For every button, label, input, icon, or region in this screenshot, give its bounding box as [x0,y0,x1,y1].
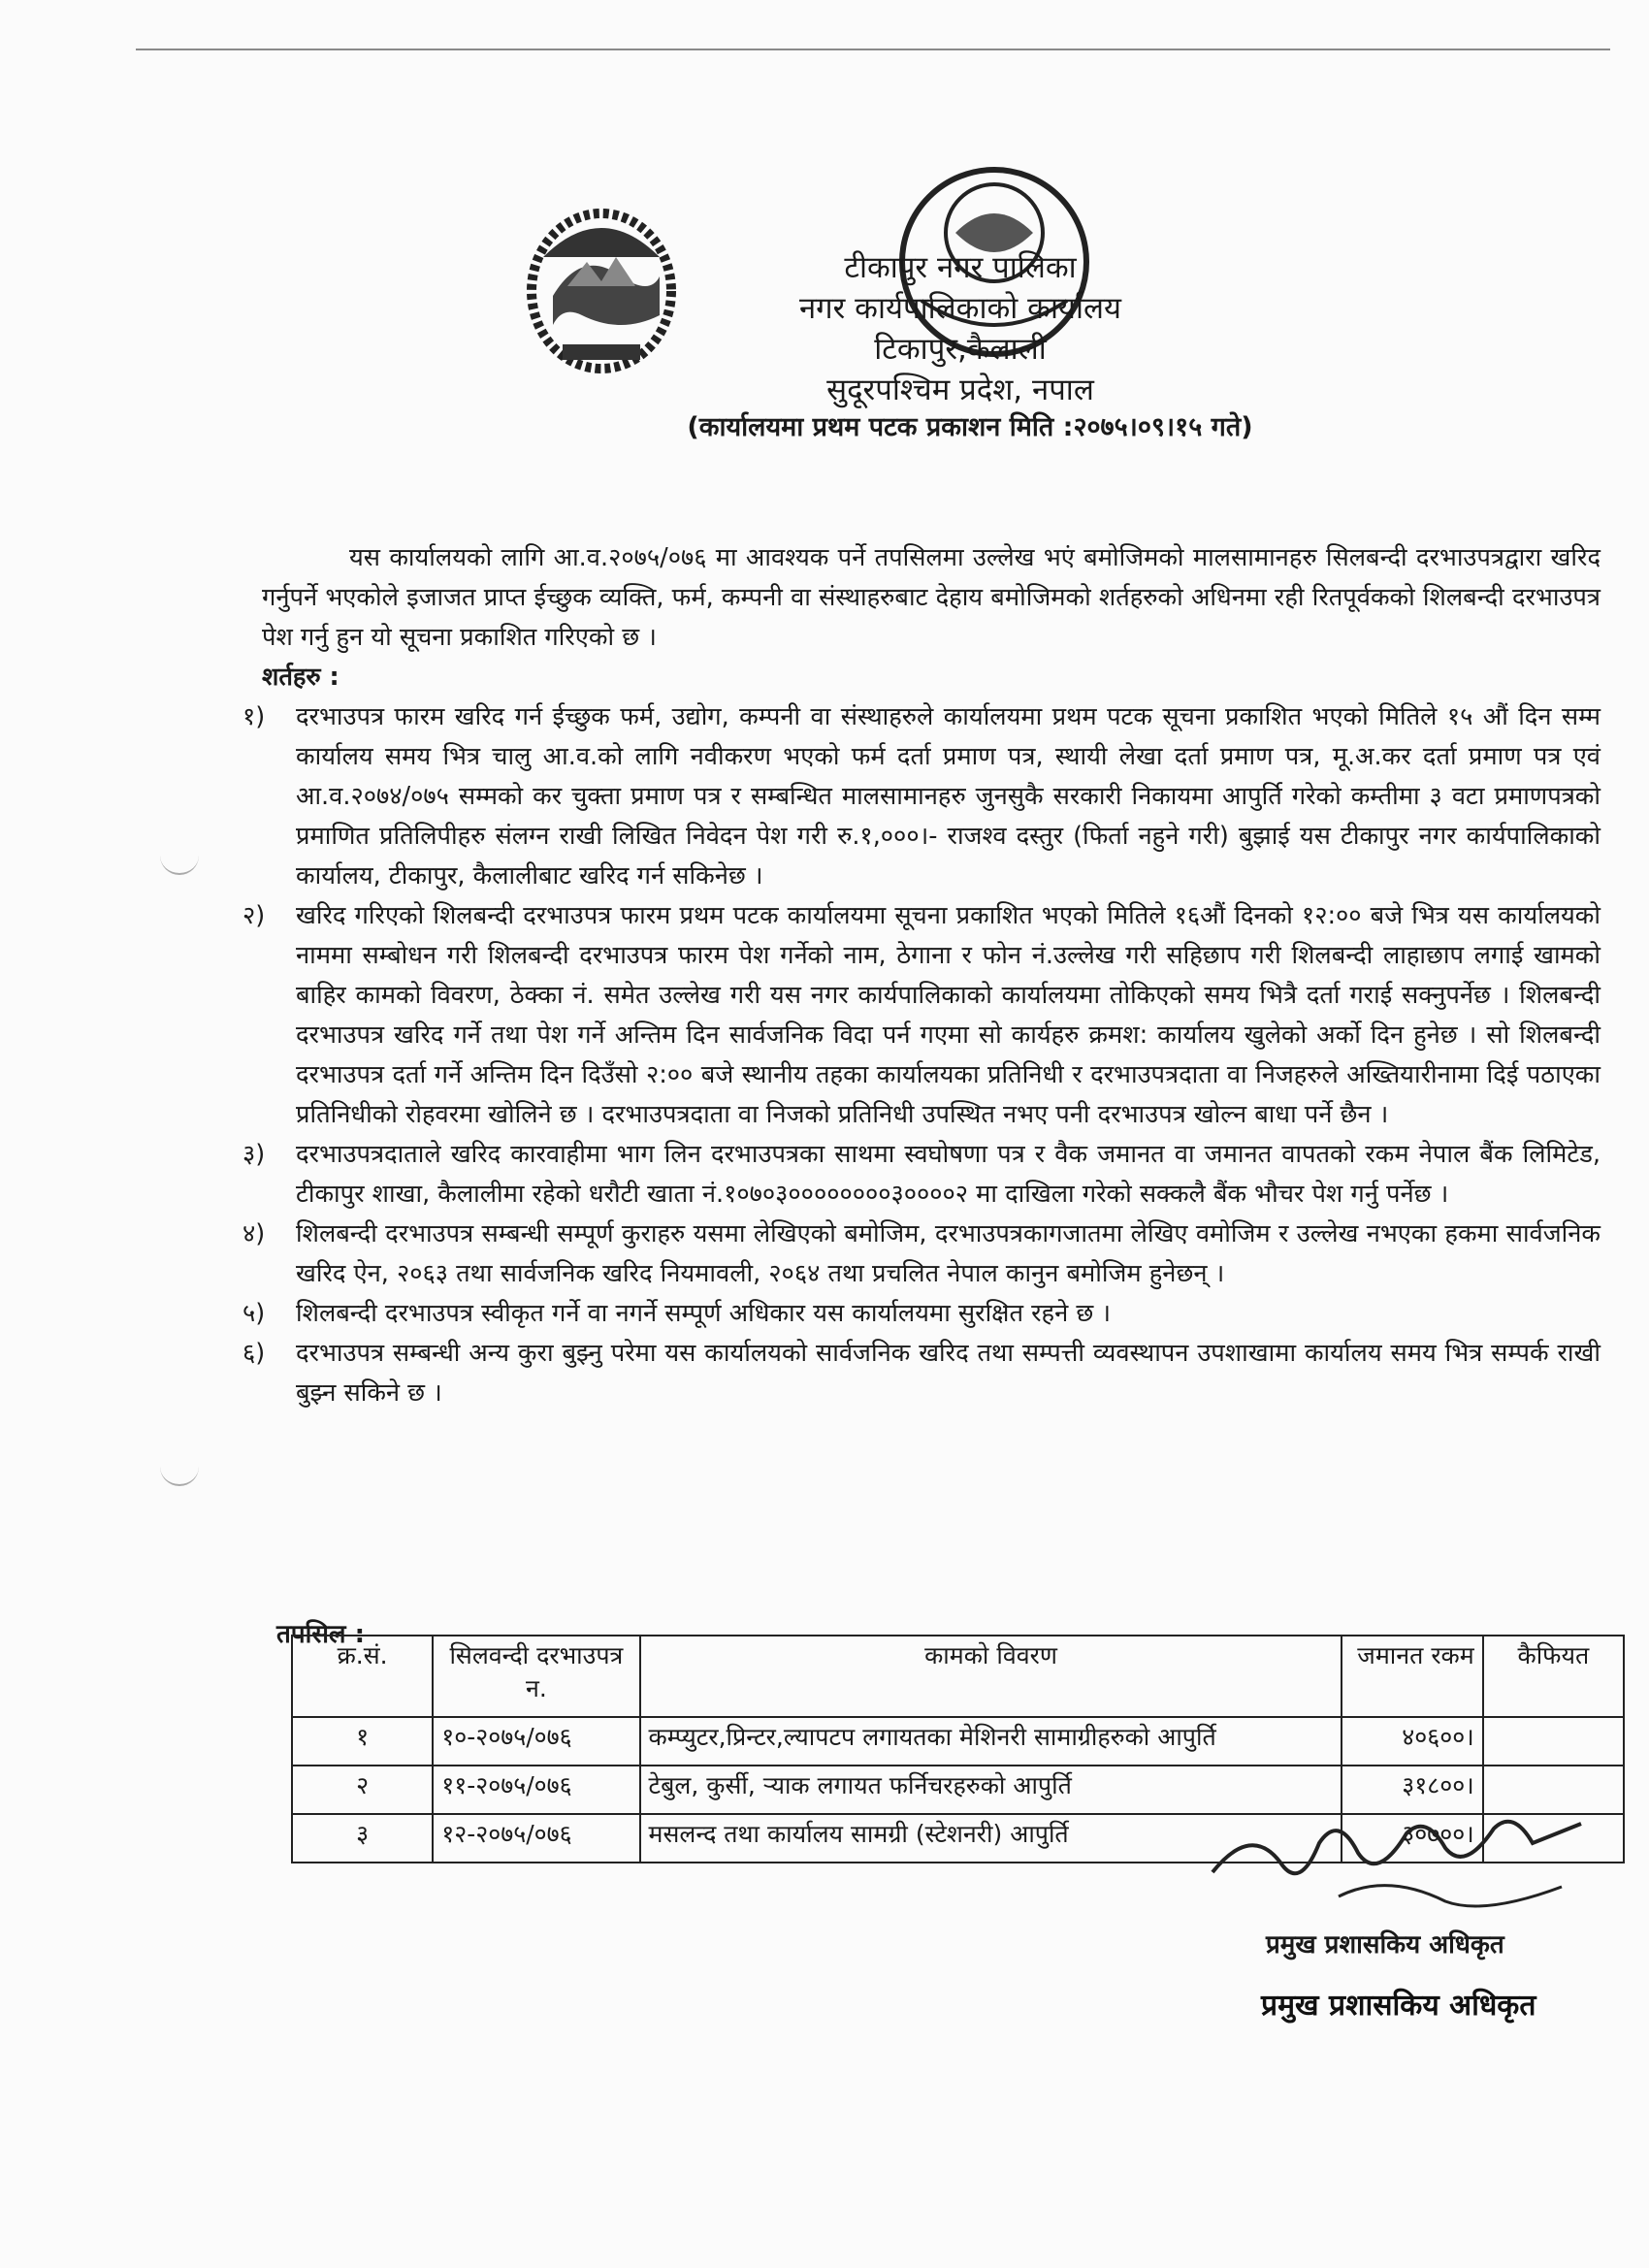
cell-description: मसलन्द तथा कार्यालय सामग्री (स्टेशनरी) आपुर्ति [640,1814,1342,1863]
municipality-name: टीकापुर नगर पालिका [844,250,1077,285]
condition-text: शिलबन्दी दरभाउपत्र सम्बन्धी सम्पूर्ण कुराहरु यसमा लेखिएको बमोजिम, दरभाउपत्रकागजातमा लेखिए वमोजिम र उल्लेख नभएका हकमा सार्वजनिक खरिद ऐन, २०६३ तथा सार्वजनिक खरिद नियमावली, २०६४ तथा प्रचलित नेपाल कानुन बमोजिम हुनेछन् । [296,1219,1600,1288]
office-name: नगर कार्यपालिकाको कार्यालय [798,291,1122,326]
handwritten-signature-icon [1193,1804,1600,1930]
cell-security-amount: ३१८००। [1342,1766,1482,1814]
condition-number: ६) [242,1339,266,1368]
condition-text: शिलबन्दी दरभाउपत्र स्वीकृत गर्ने वा नगर्ने सम्पूर्ण अधिकार यस कार्यालयमा सुरक्षित रहने छ । [296,1299,1111,1328]
header-serial: क्र.सं. [292,1636,433,1717]
office-location: टिकापुर,कैलाली [874,332,1047,367]
header-security-amount: जमानत रकम [1342,1636,1482,1717]
condition-text: दरभाउपत्र फारम खरिद गर्न ईच्छुक फर्म, उद्योग, कम्पनी वा संस्थाहरुले कार्यालयमा प्रथम पटक सूचना प्रकाशित भएको मितिले १५ औं दिन सम्म कार्यालय समय भित्र चालु आ.व.को लागि नवीकरण भएको फर्म दर्ता प्रमाण पत्र, स्थायी लेखा दर्ता प्रमाण पत्र, मू.अ.कर दर्ता प्रमाण पत्र एवं आ.व.२०७४/०७५ सम्मको कर चुक्ता प्रमाण पत्र र सम्बन्धित मालसामानहरु जुनसुकै सरकारी निकायमा आपुर्ति गरेको कम्तीमा ३ वटा प्रमाणपत्रको प्रमाणित प्रतिलिपीहरु संलग्न राखी लिखित निवेदन पेश गरी रु.१,०००।- राजश्व दस्तुर (फिर्ता नहुने गरी) बुझाई यस टीकापुर नगर कार्यपालिकाको कार्यालय, टीकापुर, कैलालीबाट खरिद गर्न सकिनेछ । [296,702,1600,891]
cell-tender-number: १२-२०७५/०७६ [433,1814,639,1863]
cell-serial: १ [292,1717,433,1766]
condition-number: १) [242,702,266,731]
header-tender-number: सिलवन्दी दरभाउपत्र न. [433,1636,639,1717]
condition-text: खरिद गरिएको शिलबन्दी दरभाउपत्र फारम प्रथम पटक कार्यालयमा सूचना प्रकाशित भएको मितिले १६औं दिनको १२:०० बजे भित्र यस कार्यालयको नाममा सम्बोधन गरी शिलबन्दी दरभाउपत्र फारम पेश गर्नेको नाम, ठेगाना र फोन नं.उल्लेख गरी सहिछाप गरी शिलबन्दी लाहाछाप लगाई खामको बाहिर कामको विवरण, ठेक्का नं. समेत उल्लेख गरी यस नगर कार्यपालिकाको कार्यालयमा तोकिएको समय भित्रै दर्ता गराई सक्नुपर्नेछ । शिलबन्दी दरभाउपत्र खरिद गर्ने तथा पेश गर्ने अन्तिम दिन सार्वजनिक विदा पर्न गएमा सो कार्यहरु क्रमश: कार्यालय खुलेको अर्को दिन हुनेछ । सो शिलबन्दी दरभाउपत्र दर्ता गर्ने अन्तिम दिन दिउँसो २:०० बजे स्थानीय तहका कार्यालयका प्रतिनिधी र दरभाउपत्रदाता वा निजहरुले अख्तियारीनामा दिई पठाएका प्रतिनिधीको रोहवरमा खोलिने छ । दरभाउपत्रदाता वा निजको प्रतिनिधी उपस्थित नभए पनी दरभाउपत्र खोल्न बाधा पर्ने छैन । [296,901,1600,1129]
top-border-line [136,49,1610,50]
signatory-stamp: प्रमुख प्रशासकिय अधिकृत [1261,1989,1536,2023]
cell-tender-number: १०-२०७५/०७६ [433,1717,639,1766]
condition-item [242,1334,1600,1413]
cell-serial: २ [292,1766,433,1814]
condition-text: दरभाउपत्र सम्बन्धी अन्य कुरा बुझ्नु परेमा यस कार्यालयको सार्वजनिक खरिद तथा सम्पत्ती व्यवस्थापन उपशाखामा कार्यालय समय भित्र सम्पर्क राखी बुझ्न सकिने छ । [296,1339,1600,1408]
table-header-row [292,1636,1624,1717]
cell-description: टेबुल, कुर्सी, र्‍याक लगायत फर्निचरहरुको आपुर्ति [640,1766,1342,1814]
cell-description: कम्प्युटर,प्रिन्टर,ल्यापटप लगायतका मेशिनरी सामाग्रीहरुको आपुर्ति [640,1717,1342,1766]
annex-title: तपसिल : [276,1620,365,1649]
cell-security-amount: ४०६००। [1342,1717,1482,1766]
header-remarks: कैफियत [1483,1636,1624,1717]
condition-item [242,697,1600,896]
cell-security-amount: ३०७००। [1342,1814,1482,1863]
notice-body [242,538,1600,1413]
cell-tender-number: ११-२०७५/०७६ [433,1766,639,1814]
header-description: कामको विवरण [640,1636,1342,1717]
condition-item [242,1294,1600,1334]
province-name: सुदूरपश्चिम प्रदेश, नपाल [826,373,1094,407]
conditions-title: शर्तहरु : [262,663,340,692]
condition-item [242,1215,1600,1294]
publication-date: (कार्यालयमा प्रथम पटक प्रकाशन मिति :२०७५।०९।१५ गते) [687,412,1253,442]
condition-number: ४) [242,1219,266,1248]
cell-remarks [1483,1717,1624,1766]
punch-hole-mark [160,854,199,875]
intro-paragraph: यस कार्यालयको लागि आ.व.२०७५/०७६ मा आवश्यक पर्ने तपसिलमा उल्लेख भएं बमोजिमको मालसामानहरु सिलबन्दी दरभाउपत्रद्वारा खरिद गर्नुपर्ने भएकोले इजाजत प्राप्त ईच्छुक व्यक्ति, फर्म, कम्पनी वा संस्थाहरुबाट देहाय बमोजिमको शर्तहरुको अधिनमा रही रितपूर्वकको शिलबन्दी दरभाउपत्र पेश गर्नु हुन यो सूचना प्रकाशित गरिएको छ । [262,543,1600,652]
table-row [292,1717,1624,1766]
condition-number: ५) [242,1299,266,1328]
office-header [621,247,1300,410]
signatory-title: प्रमुख प्रशासकिय अधिकृत [1266,1930,1504,1960]
condition-item [242,1135,1600,1215]
cell-serial: ३ [292,1814,433,1863]
condition-text: दरभाउपत्रदाताले खरिद कारवाहीमा भाग लिन दरभाउपत्रका साथमा स्वघोषणा पत्र र वैक जमानत वा जमानत वापतको रकम नेपाल बैंक लिमिटेड, टीकापुर शाखा, कैलालीमा रहेको धरौटी खाता नं.१०७०३००००००००३००००२ मा दाखिला गरेको सक्कलै बैंक भौचर पेश गर्नु पर्नेछ । [296,1140,1600,1209]
punch-hole-mark [160,1465,199,1486]
condition-number: ३) [242,1140,266,1169]
condition-item [242,896,1600,1135]
condition-number: २) [242,901,266,930]
